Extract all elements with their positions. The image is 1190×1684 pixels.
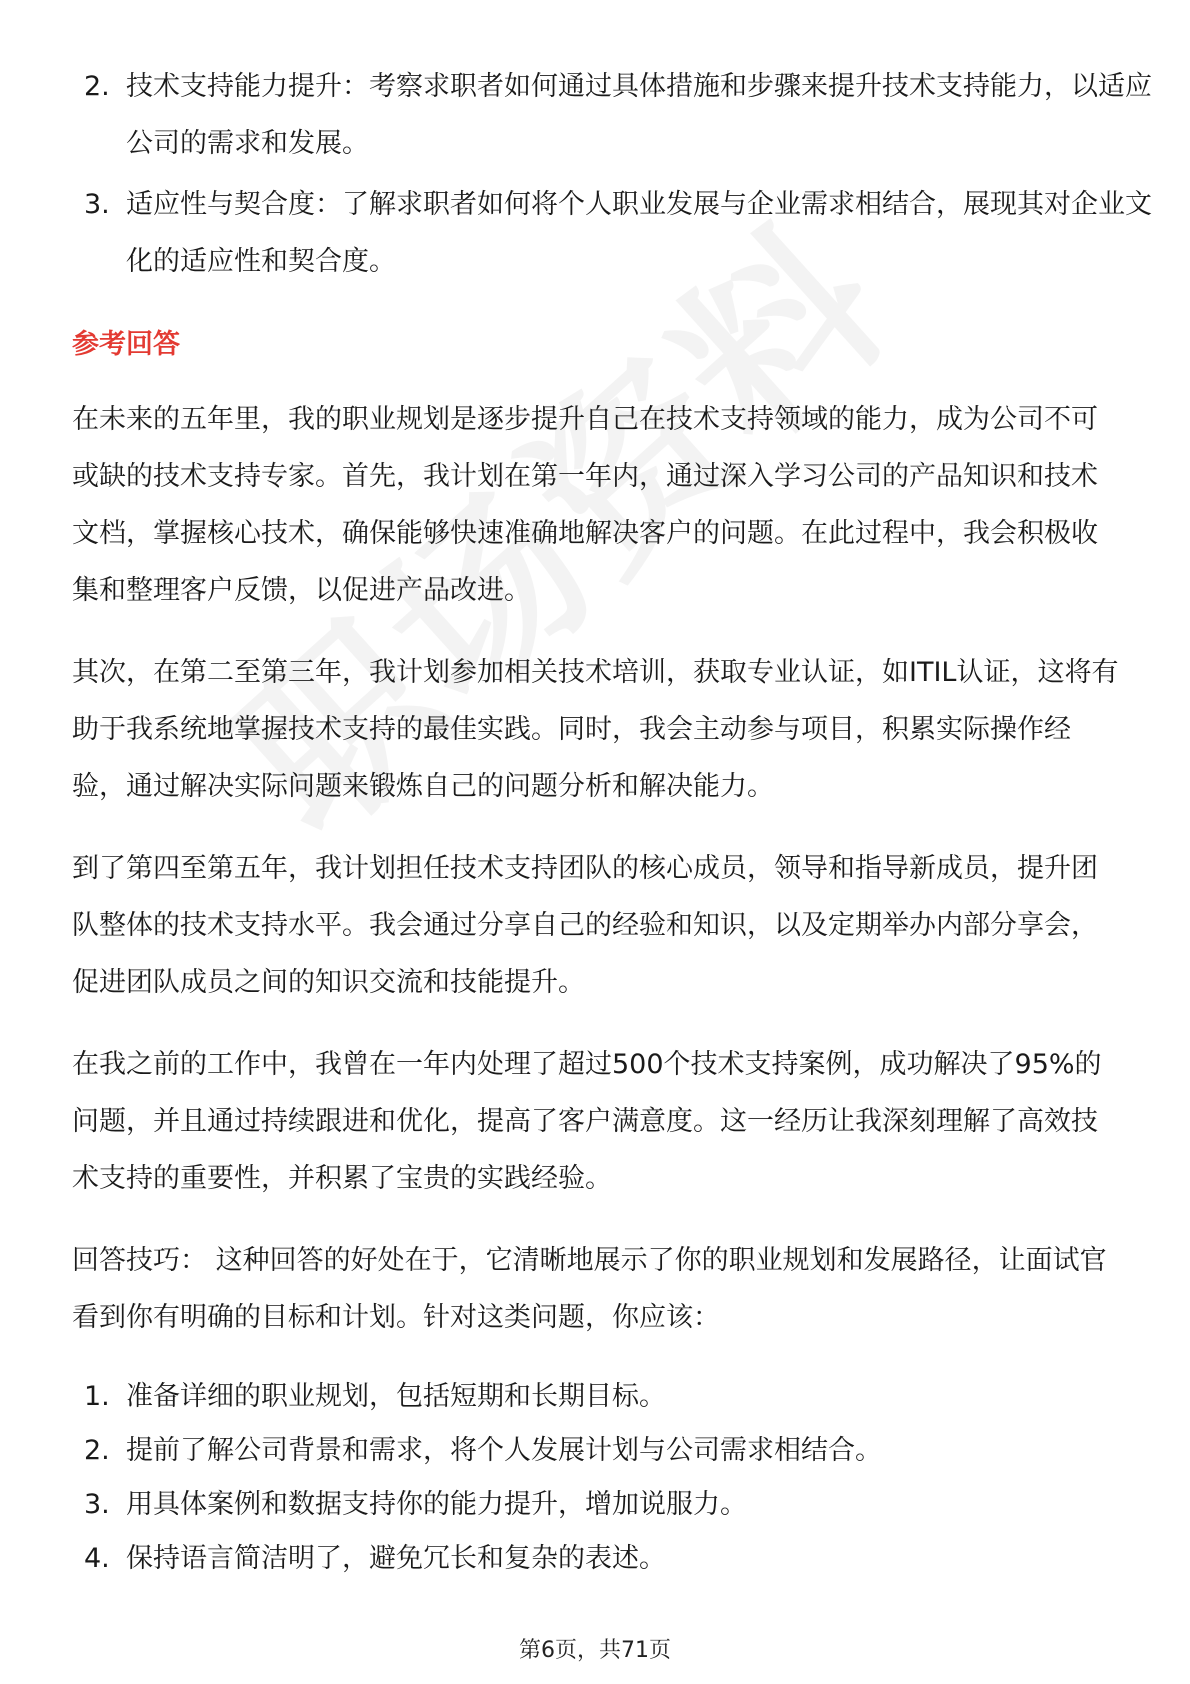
document-content bbox=[72, 58, 1152, 1586]
list-item-number: 3. bbox=[84, 189, 110, 220]
list-item bbox=[72, 1370, 1156, 1424]
list-item-text: 适应性与契合度：了解求职者如何将个人职业发展与企业需求相结合，展现其对企业文化的适应性和契合度。 bbox=[126, 189, 1152, 277]
list-item bbox=[72, 176, 1156, 290]
list-item-number: 1. bbox=[84, 1381, 110, 1412]
list-item bbox=[72, 1424, 1156, 1478]
answer-paragraph: 在未来的五年里，我的职业规划是逐步提升自己在技术支持领域的能力，成为公司不可或缺的技术支持专家。首先，我计划在第一年内，通过深入学习公司的产品知识和技术文档，掌握核心技术，确保能够快速准确地解决客户的问题。在此过程中，我会积极收集和整理客户反馈，以促进产品改进。 bbox=[72, 404, 1098, 606]
page-footer: 第6页，共71页 bbox=[519, 1638, 671, 1663]
list-item-number: 3. bbox=[84, 1489, 110, 1520]
reference-answer-heading: 参考回答 bbox=[72, 329, 180, 360]
list-item-number: 2. bbox=[84, 1435, 110, 1466]
list-item-text: 准备详细的职业规划，包括短期和长期目标。 bbox=[126, 1381, 666, 1412]
tips-list bbox=[72, 1370, 1122, 1586]
list-item-text: 保持语言简洁明了，避免冗长和复杂的表述。 bbox=[126, 1543, 666, 1574]
list-item-number: 2. bbox=[84, 71, 110, 102]
answer-paragraph: 其次，在第二至第三年，我计划参加相关技术培训，获取专业认证，如ITIL认证，这将有助于我系统地掌握技术支持的最佳实践。同时，我会主动参与项目，积累实际操作经验，通过解决实际问题来锻炼自己的问题分析和解决能力。 bbox=[72, 657, 1119, 802]
answer-tips-paragraph: 回答技巧： 这种回答的好处在于，它清晰地展示了你的职业规划和发展路径，让面试官看到你有明确的目标和计划。针对这类问题，你应该： bbox=[72, 1245, 1107, 1333]
list-item bbox=[72, 1478, 1156, 1532]
list-item-text: 用具体案例和数据支持你的能力提升，增加说服力。 bbox=[126, 1489, 747, 1520]
list-item-text: 提前了解公司背景和需求，将个人发展计划与公司需求相结合。 bbox=[126, 1435, 882, 1466]
answer-paragraph: 到了第四至第五年，我计划担任技术支持团队的核心成员，领导和指导新成员，提升团队整体的技术支持水平。我会通过分享自己的经验和知识，以及定期举办内部分享会，促进团队成员之间的知识交流和技能提升。 bbox=[72, 853, 1098, 998]
list-item-text: 技术支持能力提升：考察求职者如何通过具体措施和步骤来提升技术支持能力，以适应公司的需求和发展。 bbox=[126, 71, 1152, 159]
list-item bbox=[72, 58, 1156, 172]
list-item-number: 4. bbox=[84, 1543, 110, 1574]
answer-paragraph: 在我之前的工作中，我曾在一年内处理了超过500个技术支持案例，成功解决了95%的问题，并且通过持续跟进和优化，提高了客户满意度。这一经历让我深刻理解了高效技术支持的重要性，并积累了宝贵的实践经验。 bbox=[72, 1049, 1102, 1194]
list-item bbox=[72, 1532, 1156, 1586]
evaluation-points-list bbox=[72, 58, 1152, 290]
